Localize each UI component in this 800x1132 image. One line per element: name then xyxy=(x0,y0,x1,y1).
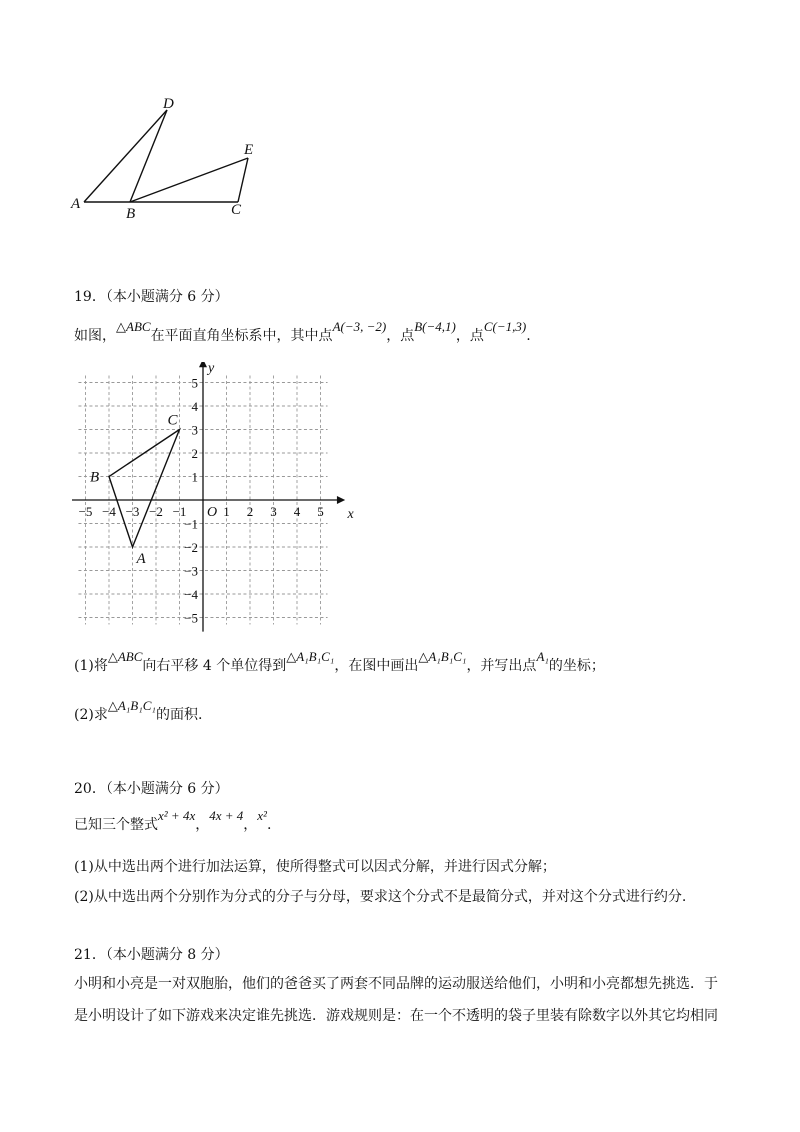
q20-sep-2: ， xyxy=(243,817,258,833)
x-tick-label: 2 xyxy=(246,504,254,519)
coordinate-grid xyxy=(60,362,360,642)
x-tick-label: 3 xyxy=(270,504,277,519)
label-a: A xyxy=(71,196,81,212)
y-tick-label: −4 xyxy=(184,587,198,602)
x-tick-label: 1 xyxy=(223,504,230,519)
q19-part1-tri2: △A₁B₁C₁ xyxy=(418,649,467,664)
q19-intro-p5: . xyxy=(526,328,531,344)
q20-expr-1: x² + 4x xyxy=(158,808,196,823)
q20-part2: (2)从中选出两个分别作为分式的分子与分母，要求这个分式不是最简分式，并对这个分式进行约分. xyxy=(74,889,687,905)
top-geometry-figure xyxy=(60,90,280,230)
y-tick-label: 3 xyxy=(191,422,198,438)
segment-bd xyxy=(130,110,167,202)
y-tick-label: −2 xyxy=(184,540,198,555)
label-e: E xyxy=(244,142,254,158)
vertex-label-c: C xyxy=(167,412,178,429)
x-tick-label: −4 xyxy=(102,504,116,519)
x-tick-label: −2 xyxy=(149,504,163,519)
q19-part1-e: 的坐标； xyxy=(548,658,605,674)
q19-part1-tri: △ABC xyxy=(107,649,143,664)
q19-part2-a: (2)求 xyxy=(74,707,108,723)
y-tick-label: 5 xyxy=(191,375,198,391)
q20-intro-end: . xyxy=(266,817,272,833)
q20-part1: (1)从中选出两个进行加法运算，使所得整式可以因式分解，并进行因式分解； xyxy=(74,859,556,875)
q20-sep-1: ， xyxy=(195,817,210,833)
q20-intro-a: 已知三个整式 xyxy=(74,817,158,833)
q19-part1-point: A₁ xyxy=(536,649,549,664)
q19-intro xyxy=(74,319,531,346)
q20-intro xyxy=(74,808,272,835)
x-tick-label: 4 xyxy=(293,504,301,519)
q20-expr-3: x² xyxy=(257,808,267,823)
label-d: D xyxy=(163,96,174,112)
q19-part1 xyxy=(74,649,605,676)
segment-ce xyxy=(238,158,248,202)
label-b: B xyxy=(126,206,136,222)
q19-part2-tri: △A₁B₁C₁ xyxy=(107,698,156,713)
q19-intro-p4: ，点 xyxy=(455,328,484,344)
q21-text: 小明和小亮是一对双胞胎，他们的爸爸买了两套不同品牌的运动服送给他们，小明和小亮都想先挑选．于是小明设计了如下游戏来决定谁先挑选．游戏规则是：在一个不透明的袋子里装有除数字以外其它均相同 xyxy=(74,976,718,1024)
label-c: C xyxy=(231,202,242,218)
q19-point-a: A(−3, −2) xyxy=(332,319,387,334)
y-tick-label: −5 xyxy=(184,610,198,626)
q21-header: 21．（本小题满分 8 分） xyxy=(74,947,229,963)
triangle-abc xyxy=(109,430,180,548)
q19-part2-b: 的面积. xyxy=(155,707,203,723)
y-tick-label: 4 xyxy=(191,399,198,414)
q19-part2 xyxy=(74,698,203,725)
q19-intro-p1: 如图， xyxy=(74,328,116,344)
q19-intro-p2: 在平面直角坐标系中，其中点 xyxy=(150,328,333,344)
y-axis-arrow xyxy=(199,362,207,367)
q19-intro-p3: ，点 xyxy=(386,328,415,344)
q19-intro-triangle: △ABC xyxy=(116,319,151,334)
y-axis-label: y xyxy=(208,362,215,376)
q19-part1-d: ，并写出点 xyxy=(466,658,537,674)
q19-point-b: B(−4,1) xyxy=(414,319,456,334)
x-tick-label: 5 xyxy=(317,504,324,519)
y-tick-label: −1 xyxy=(184,516,198,532)
x-axis-label: x xyxy=(347,507,354,522)
y-tick-label: 2 xyxy=(191,446,198,461)
vertex-label-a: A xyxy=(136,551,146,567)
x-tick-label: −1 xyxy=(172,504,187,519)
q19-part1-b: 向右平移 4 个单位得到 xyxy=(142,658,287,674)
x-tick-label: −5 xyxy=(78,504,93,519)
q19-part1-tri1: △A₁B₁C₁ xyxy=(286,649,335,664)
x-tick-label: −3 xyxy=(125,504,140,519)
q20-expr-2: 4x + 4 xyxy=(209,808,244,823)
q19-point-c: C(−1,3) xyxy=(483,319,527,334)
segment-be xyxy=(130,158,248,202)
segment-ad xyxy=(84,110,167,202)
q19-header: 19．（本小题满分 6 分） xyxy=(74,289,229,305)
vertex-label-b: B xyxy=(90,469,100,486)
q20-header: 20．（本小题满分 6 分） xyxy=(74,781,229,797)
y-tick-label: −3 xyxy=(184,563,198,579)
q19-part1-c: ，在图中画出 xyxy=(334,658,419,674)
origin-label: O xyxy=(207,505,218,520)
y-tick-label: 1 xyxy=(191,469,198,485)
q19-part1-a: (1)将 xyxy=(74,658,108,674)
x-axis-arrow xyxy=(337,496,345,504)
